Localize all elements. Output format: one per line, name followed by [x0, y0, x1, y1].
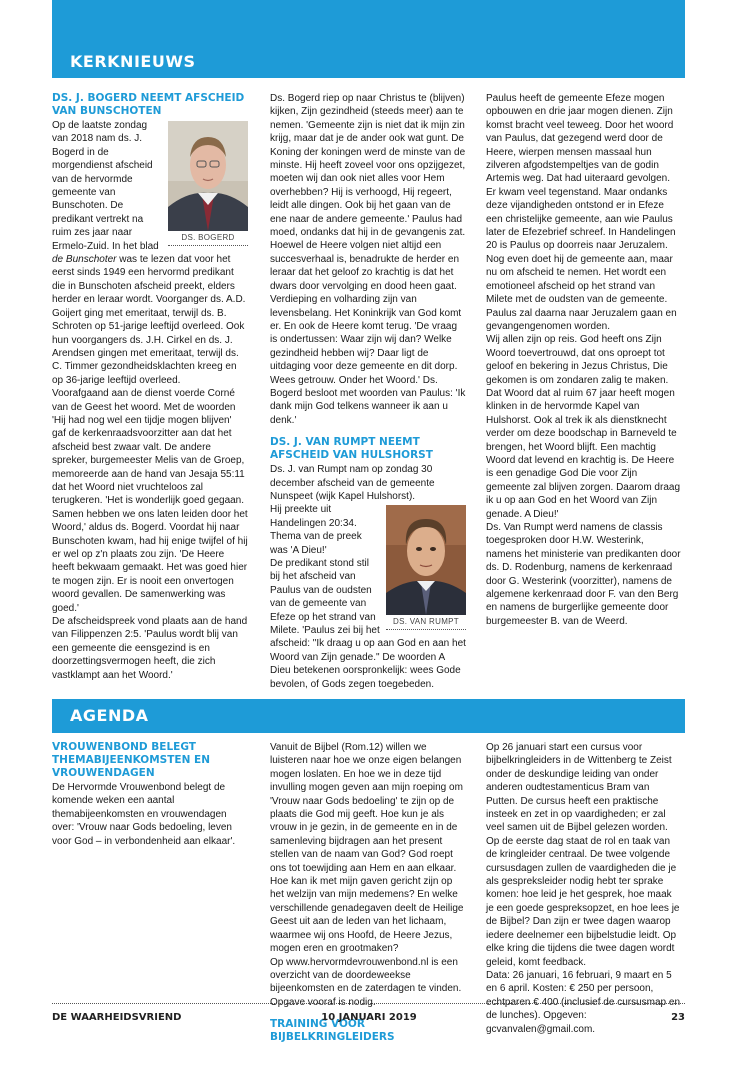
photo-van-rumpt: [386, 505, 466, 630]
agenda-item-title: TRAINING VOOR BIJBELKRINGLEIDERS: [270, 1018, 395, 1044]
section-banner-agenda: [52, 699, 685, 733]
article-paragraph: Wij allen zijn op reis. God heeft ons Zijn Woord toevertrouwd, dat ons oproept tot geloof en bekering in Jezus Christus, Die gekomen is om zondaren zalig te maken. Dat Woord dat al ruim 67 jaar heeft mogen klinken in de hervormde Kapel van Hulshorst. Ook al trek ik als dienstknecht verder om deze boodschap in Barneveld te brengen, het Woord blijft. Een machtig Woord dat levend en krachtig is. De Heere is een genadige God Die voor Zijn gemeente zal blijven zorgen. Daarom draag ik u op aan God en het Woord van Zijn genade. A Dieu!': [486, 334, 680, 520]
agenda-paragraph: Op 26 januari start een cursus voor bijbelkringleiders in de Wittenberg te Zeist onder de deskundige leiding van onder anderen oudtestamenticus Bram van Putten. De cursus heeft een praktische insteek en zet in op vaardigheden; er zal veel samen uit de Bijbel gelezen worden.: [486, 742, 672, 834]
article-paragraph: De predikant stond stil bij het afscheid van Paulus van de oudsten van de gemeente van Efeze op het strand van Milete. 'Paulus zei bij het afscheid: "Ik draag u op aan God en aan het Woord van Zijn genade." De woorden A Dieu betekenen oorspronkelijk: wees Gode bevolen, of Gods zegen toegebeden.: [270, 558, 466, 690]
article-paragraph: Ds. Van Rumpt werd namens de classis toegesproken door H.W. Westerink, namens het ministerie van predikanten door ds. D. Rodenburg, namens de kerkenraad door G. Westerink (voorzitter), namens de algemene kerkenraad door F. van den Berg en namens de burgerlijke gemeente door burgemeester B. van de Weerd.: [486, 522, 681, 627]
agenda-paragraph: Data: 26 januari, 16 februari, 9 maart en 5 en 6 april. Kosten: € 250 per persoon, echtparen € 400 (inclusief de cursusmap en de lunches). Opgeven: gcvanvalen@gmail.com.: [486, 969, 681, 1035]
kerknieuws-column-1: [52, 92, 248, 682]
portrait-image: [168, 121, 248, 231]
article-paragraph: Paulus heeft de gemeente Efeze mogen opbouwen en drie jaar mogen dienen. Zijn komst bracht veel teweeg. Door het woord van Paulus, dat gezegend werd door de Heere, wierpen mensen massaal hun zilveren afgodstempeltjes van de godin Artemis weg. Dat had uiteraard gevolgen. Er kwam veel tegenstand. Maar ondanks deze vijandigheden ontstond er in Efeze een christelijke gemeente, aan wie Paulus later de Efezebrief schreef. In Handelingen 20 is Paulus op doorreis naar Jeruzalem. Nog even doet hij de gemeente aan, maar nu om afscheid te nemen. Het wordt een emotioneel afscheid op het strand van Milete met de oudsten van de gemeente. Paulus zal daarna naar Jeruzalem gaan en gevangengenomen worden.: [486, 93, 677, 332]
photo-caption: DS. VAN RUMPT: [386, 615, 466, 630]
article-title: DS. J. BOGERD NEEMT AFSCHEID VAN BUNSCHOTEN: [52, 92, 245, 117]
agenda-paragraph: Vanuit de Bijbel (Rom.12) willen we luisteren naar hoe we onze eigen belangen mogen loslaten. En hoe we in deze tijd invulling mogen geven aan mijn roeping om 'Vrouw naar Gods bedoeling' te zijn op de plaats die God mij geeft. Hoe kun je als vrouw in je gezin, in de gemeente en in de samenleving bijdragen aan het present stellen van de naam van God? God roept ons tot toewijding aan Hem en aan elkaar. Hoe kan ik met mijn gaven gericht zijn op het welzijn van mijn medemens? En welke verschillende genadegaven deelt de Heilige Geest uit aan de leden van het lichaam, waarmee wij ons Hoofd, de Heere Jezus, mogen eren en grootmaken?: [270, 742, 464, 955]
photo-bogerd: [168, 121, 248, 246]
article-paragraph: DS. BOGERD Op de laatste zondag van 2018 nam ds. J. Bogerd in de morgendienst afscheid van de hervormde gemeente van Bunschoten. De predikant vertrekt na ruim zes jaar naar Ermelo-Zuid. In het blad de Bunschoter was te lezen dat voor het eerst sinds 1949 een hervormd predikant die in Bunschoten afscheid preekt, elders herder en leraar wordt. Voorganger ds. A.D. Goijert ging met emeritaat, terwijl ds. B. Schroten op 51-jarige leeftijd overleed. Ook hun voorgangers ds. J.H. Cirkel en ds. J. Arendsen gingen met emeritaat, terwijl ds. C. Timmer gezondheidsklachten kreeg en op 36-jarige leeftijd overleed.: [52, 119, 248, 387]
article-paragraph: DS. VAN RUMPT Hij preekte uit Handelingen 20:34. Thema van de preek was 'A Dieu!': [270, 503, 466, 557]
agenda-paragraph: Op de eerste dag staat de rol en taak van de kringleider centraal. De twee volgende cursusdagen zullen de vaardigheden die je als gespreksleider nodig hebt ter sprake komen: hoe leid je het gesprek, hoe maak je een goede gespreksopzet, en hoe lees je de Bijbel? Dan zijn er twee dagen waarop iedere deelnemer een bijbelstudie leidt. Op elke kring die tijdens die twee dagen wordt geleid, komt feedback.: [486, 835, 680, 968]
kerknieuws-column-2: [270, 92, 466, 691]
agenda-column-1: [52, 741, 248, 848]
article-paragraph: Ds. J. van Rumpt nam op zondag 30 december afscheid van de gemeente Nunspeet (wijk Kapel Hulshorst).: [270, 464, 435, 502]
footer-divider: [52, 1003, 685, 1004]
agenda-item-title: VROUWENBOND BELEGT THEMABIJEENKOMSTEN EN VROUWENDAGEN: [52, 741, 210, 779]
footer-date: 10 JANUARI 2019: [321, 1012, 417, 1023]
agenda-column-2: [270, 741, 466, 1045]
footer-publication: DE WAARHEIDSVRIEND: [52, 1012, 182, 1023]
portrait-image: [386, 505, 466, 615]
kerknieuws-column-3: [486, 92, 682, 628]
publication-name: de Bunschoter: [52, 254, 117, 266]
article-paragraph: Voorafgaand aan de dienst voerde Corné van de Geest het woord. Met de woorden 'Hij had nog wel een tijdje mogen blijven' gaf de kerkenraadsvoorzitter aan dat het afscheid best zwaar valt. De andere spreker, burgemeester Melis van de Groep, memoreerde aan de hand van Jesaja 55:11 dat het Woord niet vruchteloos zal terugkeren. 'Het is wonderlijk goed gegaan. Samen hebben we ons laten leiden door het Woord,' aldus ds. Bogerd. Voordat hij naar Bunschoten kwam, had hij enige twijfel of hij er wel op z'n plaats zou zijn. 'De Heere heeft bekwaam gemaakt. Het was goed hier te mogen zijn. Er is nooit een onvertogen woord gevallen. De samenwerking was goed.': [52, 388, 248, 614]
footer-page-number: 23: [671, 1012, 685, 1023]
agenda-title: AGENDA: [70, 706, 149, 725]
section-title: KERKNIEUWS: [70, 52, 196, 71]
section-banner-kerknieuws: [52, 0, 685, 78]
agenda-column-3: [486, 741, 682, 1036]
agenda-paragraph: De Hervormde Vrouwenbond belegt de komende weken een aantal themabijeenkomsten en vrouwendagen over: 'Vrouw naar Gods bedoeling, leven voor God – in verbondenheid aan elkaar'.: [52, 782, 236, 847]
article-paragraph: Ds. Bogerd riep op naar Christus te (blijven) kijken, Zijn gezindheid (steeds meer) aan te nemen. 'Gemeente zijn is niet dat ik mijn zin krijg, maar dat je de ander ook wat gunt. De Koning der koningen werd de minste van de minste. Hij heeft zoveel voor ons opzijgezet, moeten wij dan ook niet alles voor Hem overhebben? Hij is verhoogd, Hij regeert, leidt alle dingen. Ook bij het gaan van de ene naar de andere gemeente.' Paulus had moed, ondanks dat hij in de gevangenis zat. Hoewel de Heere volgen niet altijd een succesverhaal is, benadrukte de herder en leraar dat het geloof zo krachtig is dat het dwars door vervolging en dood heen gaat. Verdieping en volharding zijn van levensbelang. Het Koninkrijk van God komt er. En ook de Heere komt terug. 'De vraag is ondertussen: Waar zijn wij dan? Welke gezindheid hebben wij? Daar ligt de uitdaging voor deze gemeente en dit dorp. Wees getrouw. Onder het Woord.' Ds. Bogerd besloot met woorden van Paulus: 'Ik dank mijn God telkens wanneer ik aan u denk.': [270, 93, 466, 426]
agenda-paragraph: Op www.hervormdevrouwenbond.nl is een overzicht van de doordeweekse bijeenkomsten en de zaterdagen te vinden. Opgave vooraf is nodig.: [270, 956, 462, 1008]
article-title: DS. J. VAN RUMPT NEEMT AFSCHEID VAN HULSHORST: [270, 436, 433, 462]
photo-caption: DS. BOGERD: [168, 231, 248, 246]
article-paragraph: De afscheidspreek vond plaats aan de hand van Filippenzen 2:5. 'Paulus wordt blij van een gemeente die eensgezind is en doorzettingsvermogen heeft, die zich vastklampt aan het Woord.': [52, 616, 248, 681]
